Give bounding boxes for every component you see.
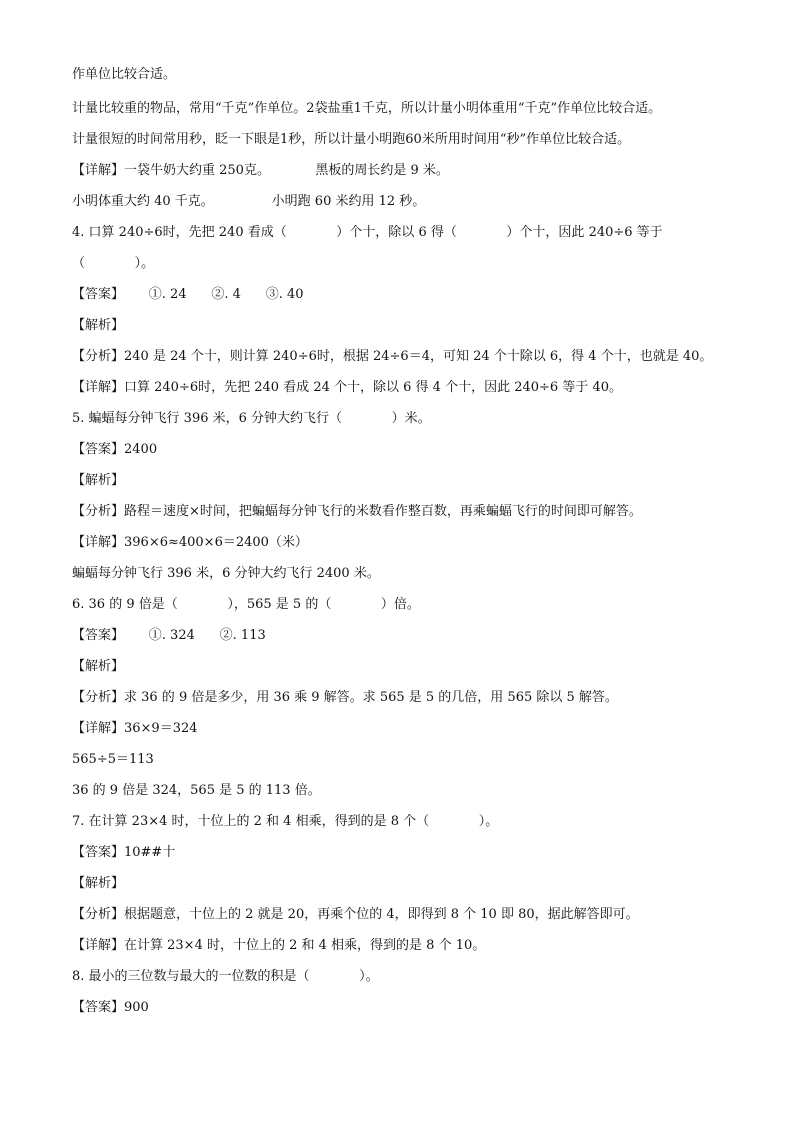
answer-line: 【答案】10##十 [72, 845, 176, 860]
question-6: 6. 36 的 9 倍是（ ），565 是 5 的（ ）倍。 [72, 597, 420, 612]
detail-label-line: 【详解】一袋牛奶大约重 250克。 黑板的周长约是 9 米。 [72, 163, 449, 178]
answer-line: 【答案】 ①. 24 ②. 4 ③. 40 [72, 287, 304, 302]
text-line: 小明体重大约 40 千克。 小明跑 60 米约用 12 秒。 [72, 194, 426, 209]
analysis-heading: 【解析】 [72, 659, 125, 674]
detail-line: 【详解】口算 240÷6时，先把 240 看成 24 个十，除以 6 得 4 个十，因此 240÷6 等于 40。 [72, 380, 622, 395]
text-line: 36 的 9 倍是 324，565 是 5 的 113 倍。 [72, 783, 321, 798]
text-line: 计量比较重的物品，常用“千克”作单位。2袋盐重1千克，所以计量小明体重用“千克”作单位比较合适。 [72, 101, 662, 116]
answer-line: 【答案】900 [72, 1000, 149, 1015]
text-line: 作单位比较合适。 [72, 67, 177, 82]
analysis-heading: 【解析】 [72, 473, 125, 488]
analysis-heading: 【解析】 [72, 876, 125, 891]
question-5: 5. 蝙蝠每分钟飞行 396 米，6 分钟大约飞行（ ）米。 [72, 411, 431, 426]
text-line: 蝙蝠每分钟飞行 396 米，6 分钟大约飞行 2400 米。 [72, 566, 380, 581]
question-8: 8. 最小的三位数与最大的一位数的积是（ ）。 [72, 969, 379, 984]
detail-line: 【详解】396×6≈400×6＝2400（米） [72, 535, 308, 550]
text-line: 565÷5＝113 [72, 752, 154, 767]
answer-line: 【答案】2400 [72, 442, 158, 457]
question-4-continued: （ ）。 [72, 256, 155, 271]
analysis-line: 【分析】240 是 24 个十，则计算 240÷6时，根据 24÷6＝4，可知 24 个十除以 6，得 4 个十，也就是 40。 [72, 349, 713, 364]
text-line: 计量很短的时间常用秒，眨一下眼是1秒，所以计量小明跑60米所用时间用“秒”作单位比较合适。 [72, 132, 631, 147]
answer-line: 【答案】 ①. 324 ②. 113 [72, 628, 266, 643]
analysis-line: 【分析】根据题意，十位上的 2 就是 20，再乘个位的 4，即得到 8 个 10 即 80，据此解答即可。 [72, 907, 639, 922]
question-4: 4. 口算 240÷6时，先把 240 看成（ ）个十，除以 6 得（ ）个十，因此 240÷6 等于 [72, 225, 663, 240]
analysis-line: 【分析】路程＝速度×时间，把蝙蝠每分钟飞行的米数看作整百数，再乘蝙蝠飞行的时间即可解答。 [72, 504, 642, 519]
detail-line: 【详解】36×9＝324 [72, 721, 198, 736]
question-7: 7. 在计算 23×4 时，十位上的 2 和 4 相乘，得到的是 8 个（ ）。 [72, 814, 499, 829]
detail-line: 【详解】在计算 23×4 时，十位上的 2 和 4 相乘，得到的是 8 个 10。 [72, 938, 486, 953]
analysis-line: 【分析】求 36 的 9 倍是多少，用 36 乘 9 解答。求 565 是 5 的几倍，用 565 除以 5 解答。 [72, 690, 618, 705]
analysis-heading: 【解析】 [72, 318, 125, 333]
